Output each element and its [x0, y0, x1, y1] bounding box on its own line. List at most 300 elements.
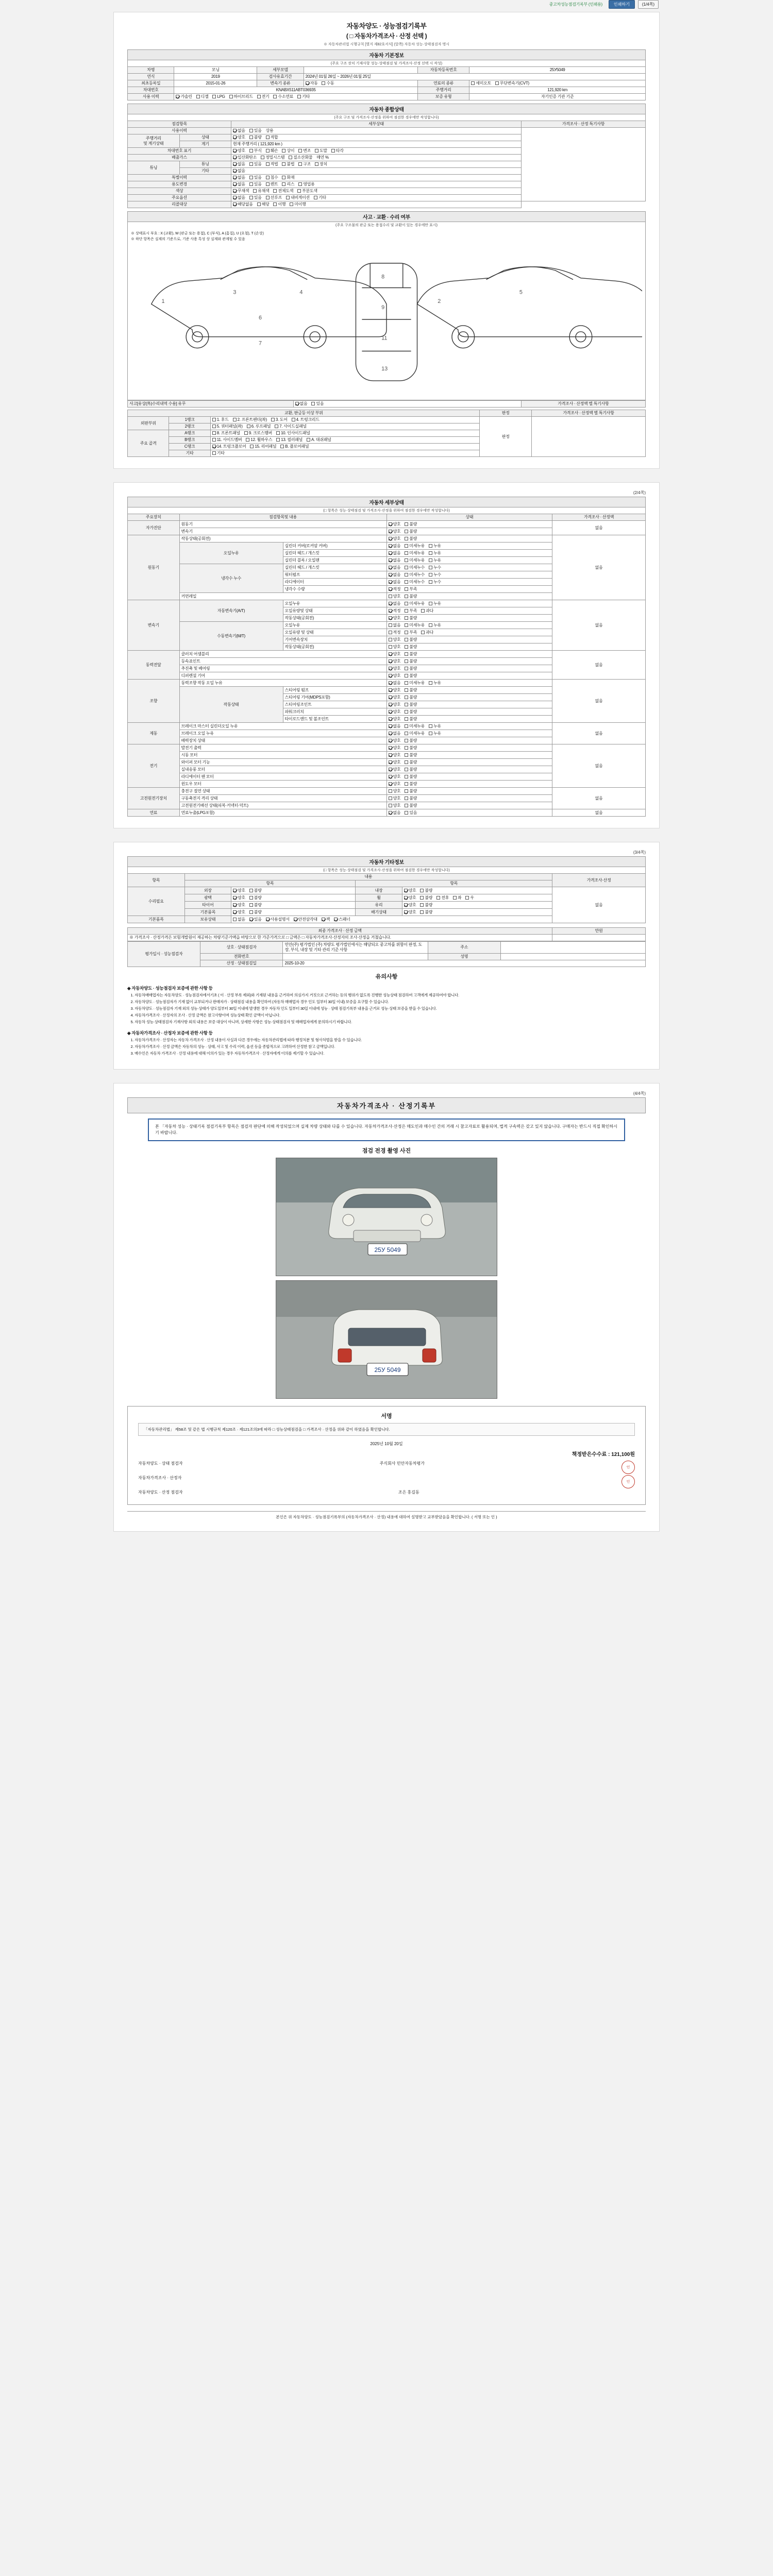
- opt-bad[interactable]: 불량: [405, 594, 417, 599]
- opt-different[interactable]: 상이: [282, 148, 294, 154]
- opt-minor[interactable]: 미세누유: [405, 551, 425, 556]
- opt-bad[interactable]: 불량: [405, 673, 417, 679]
- opt-good[interactable]: 양호: [389, 803, 401, 808]
- checkbox-icon[interactable]: [405, 804, 408, 807]
- checkbox-icon[interactable]: [275, 425, 278, 428]
- print-button[interactable]: 인쇄하기: [609, 0, 635, 9]
- checkbox-icon[interactable]: [404, 910, 408, 914]
- opt-wheel-house[interactable]: 12. 휠하우스: [246, 437, 272, 443]
- opt-good[interactable]: 양호: [233, 910, 245, 915]
- opt-good[interactable]: 양호: [233, 903, 245, 908]
- checkbox-icon[interactable]: [389, 753, 392, 757]
- checkbox-icon[interactable]: [389, 710, 392, 714]
- checkbox-icon[interactable]: [249, 135, 253, 139]
- checkbox-icon[interactable]: [233, 169, 237, 173]
- checkbox-icon[interactable]: [405, 537, 408, 540]
- checkbox-icon[interactable]: [249, 918, 253, 921]
- opt-rent[interactable]: 렌트: [266, 182, 278, 187]
- checkbox-icon[interactable]: [286, 196, 290, 199]
- opt-good[interactable]: 양호: [389, 659, 401, 664]
- checkbox-icon[interactable]: [453, 896, 457, 900]
- opt-lease[interactable]: 리스: [282, 182, 294, 187]
- checkbox-icon[interactable]: [276, 431, 280, 435]
- checkbox-icon[interactable]: [266, 149, 270, 152]
- opt-good[interactable]: 양호: [389, 782, 401, 787]
- checkbox-icon[interactable]: [405, 573, 408, 577]
- checkbox-icon[interactable]: [196, 95, 200, 98]
- checkbox-icon[interactable]: [212, 418, 216, 421]
- opt-good[interactable]: 양호: [389, 774, 401, 779]
- checkbox-icon[interactable]: [271, 418, 275, 421]
- checkbox-icon[interactable]: [289, 156, 292, 159]
- checkbox-icon[interactable]: [389, 551, 392, 555]
- opt-fuel-hybrid[interactable]: 하이브리드: [229, 94, 253, 99]
- opt-none[interactable]: 없음: [233, 195, 245, 200]
- checkbox-icon[interactable]: [389, 796, 392, 800]
- checkbox-icon[interactable]: [495, 81, 499, 85]
- opt-good[interactable]: 양호: [404, 903, 416, 908]
- checkbox-icon[interactable]: [290, 202, 293, 206]
- checkbox-icon[interactable]: [389, 631, 392, 634]
- checkbox-icon[interactable]: [212, 95, 216, 98]
- checkbox-icon[interactable]: [405, 544, 408, 548]
- opt-bad[interactable]: 불량: [405, 688, 417, 693]
- checkbox-icon[interactable]: [420, 910, 424, 914]
- opt-none[interactable]: 없음: [233, 162, 245, 167]
- opt-fuel-diesel[interactable]: 디젤: [196, 94, 209, 99]
- checkbox-icon[interactable]: [249, 149, 253, 152]
- opt-minor[interactable]: 미세누유: [405, 601, 425, 606]
- checkbox-icon[interactable]: [389, 616, 392, 620]
- opt-good[interactable]: 양호: [389, 760, 401, 765]
- checkbox-icon[interactable]: [273, 189, 277, 193]
- checkbox-icon[interactable]: [405, 638, 408, 641]
- opt-leak[interactable]: 누유: [429, 551, 441, 556]
- checkbox-icon[interactable]: [315, 162, 318, 166]
- opt-trunk-lid[interactable]: 4. 트렁크리드: [292, 417, 320, 422]
- checkbox-icon[interactable]: [405, 530, 408, 533]
- checkbox-icon[interactable]: [276, 438, 280, 442]
- opt-good[interactable]: 양호: [404, 910, 416, 915]
- checkbox-icon[interactable]: [233, 918, 237, 921]
- checkbox-icon[interactable]: [233, 189, 237, 193]
- checkbox-icon[interactable]: [405, 696, 408, 699]
- checkbox-icon[interactable]: [212, 451, 216, 455]
- checkbox-icon[interactable]: [429, 573, 432, 577]
- opt-good[interactable]: 양호: [389, 529, 401, 534]
- checkbox-icon[interactable]: [389, 775, 392, 778]
- checkbox-icon[interactable]: [389, 739, 392, 742]
- opt-bad[interactable]: 불량: [405, 789, 417, 794]
- opt-front-panel[interactable]: 8. 프론트패널: [212, 431, 240, 436]
- opt-partpaint[interactable]: 부분도색: [297, 189, 317, 194]
- opt-leak[interactable]: 누유: [429, 601, 441, 606]
- opt-hood[interactable]: 1. 후드: [212, 417, 229, 422]
- opt-leak[interactable]: 누수: [429, 580, 441, 585]
- opt-flood[interactable]: 침수: [266, 175, 278, 180]
- checkbox-icon[interactable]: [405, 789, 408, 793]
- checkbox-icon[interactable]: [266, 918, 270, 921]
- opt-yes[interactable]: 있음: [311, 401, 324, 406]
- opt-minor[interactable]: 미세누수: [405, 580, 425, 585]
- opt-jack[interactable]: 잭: [322, 917, 330, 922]
- checkbox-icon[interactable]: [389, 804, 392, 807]
- checkbox-icon[interactable]: [389, 602, 392, 605]
- checkbox-icon[interactable]: [421, 631, 425, 634]
- checkbox-icon[interactable]: [389, 645, 392, 649]
- checkbox-icon[interactable]: [233, 196, 237, 199]
- checkbox-icon[interactable]: [249, 889, 253, 892]
- checkbox-icon[interactable]: [212, 445, 216, 448]
- opt-fullpaint[interactable]: 전체도색: [273, 189, 293, 194]
- checkbox-icon[interactable]: [282, 162, 285, 166]
- opt-minor[interactable]: 미세누수: [405, 572, 425, 578]
- opt-none[interactable]: 없음: [389, 601, 401, 606]
- opt-good[interactable]: 양호: [389, 767, 401, 772]
- checkbox-icon[interactable]: [273, 95, 277, 98]
- opt-fuel-gasoline[interactable]: 가솔린: [176, 94, 192, 99]
- opt-side-sill[interactable]: 7. 사이드실패널: [275, 424, 307, 429]
- opt-bad[interactable]: 불량: [405, 616, 417, 621]
- opt-minor[interactable]: 미세누유: [405, 731, 425, 736]
- opt-yes[interactable]: 있음: [405, 810, 417, 816]
- opt-bad[interactable]: 불량: [249, 895, 262, 901]
- checkbox-icon[interactable]: [249, 896, 253, 900]
- checkbox-icon[interactable]: [405, 688, 408, 692]
- opt-right[interactable]: 우: [465, 895, 474, 901]
- checkbox-icon[interactable]: [266, 176, 270, 179]
- opt-leak[interactable]: 누유: [429, 544, 441, 549]
- checkbox-icon[interactable]: [292, 418, 295, 421]
- checkbox-icon[interactable]: [405, 645, 408, 649]
- opt-dash-panel[interactable]: A. 대쉬패널: [307, 437, 331, 443]
- opt-bad[interactable]: 불량: [405, 774, 417, 779]
- opt-manual[interactable]: 수동: [322, 81, 334, 86]
- checkbox-icon[interactable]: [405, 739, 408, 742]
- opt-good[interactable]: 양호: [389, 652, 401, 657]
- opt-co[interactable]: 일산화탄소: [233, 155, 257, 160]
- checkbox-icon[interactable]: [282, 176, 285, 179]
- opt-minor[interactable]: 미세누유: [405, 623, 425, 628]
- opt-bad[interactable]: 불량: [405, 717, 417, 722]
- opt-bad[interactable]: 불량: [249, 910, 262, 915]
- opt-minor[interactable]: 미세누수: [405, 565, 425, 570]
- checkbox-icon[interactable]: [212, 431, 216, 435]
- checkbox-icon[interactable]: [429, 681, 432, 685]
- opt-leak[interactable]: 누유: [429, 558, 441, 563]
- checkbox-icon[interactable]: [405, 796, 408, 800]
- checkbox-icon[interactable]: [405, 782, 408, 786]
- opt-good[interactable]: 양호: [389, 536, 401, 541]
- opt-good[interactable]: 양호: [404, 888, 416, 893]
- checkbox-icon[interactable]: [405, 760, 408, 764]
- checkbox-icon[interactable]: [389, 659, 392, 663]
- opt-na[interactable]: 해당없음: [233, 202, 253, 207]
- opt-done[interactable]: 이행: [273, 202, 285, 207]
- checkbox-icon[interactable]: [404, 889, 408, 892]
- checkbox-icon[interactable]: [322, 81, 325, 85]
- checkbox-icon[interactable]: [405, 609, 408, 613]
- opt-good[interactable]: 양호: [389, 522, 401, 527]
- checkbox-icon[interactable]: [314, 196, 317, 199]
- checkbox-icon[interactable]: [429, 623, 432, 627]
- opt-bad[interactable]: 불량: [405, 695, 417, 700]
- checkbox-icon[interactable]: [389, 587, 392, 591]
- checkbox-icon[interactable]: [389, 530, 392, 533]
- opt-bad[interactable]: 불량: [405, 536, 417, 541]
- opt-minor[interactable]: 미세누유: [405, 681, 425, 686]
- opt-applicable[interactable]: 해당: [257, 202, 270, 207]
- checkbox-icon[interactable]: [233, 176, 237, 179]
- checkbox-icon[interactable]: [405, 522, 408, 526]
- checkbox-icon[interactable]: [389, 811, 392, 815]
- checkbox-icon[interactable]: [389, 696, 392, 699]
- opt-yes[interactable]: 있음: [249, 182, 262, 187]
- opt-bad[interactable]: 불량: [405, 782, 417, 787]
- opt-bad[interactable]: 불량: [405, 796, 417, 801]
- opt-excess[interactable]: 과다: [421, 630, 433, 635]
- opt-pillar-panel[interactable]: 13. 필러패널: [276, 437, 303, 443]
- checkbox-icon[interactable]: [429, 732, 432, 735]
- opt-floor-panel[interactable]: B. 플로어패널: [280, 444, 309, 449]
- checkbox-icon[interactable]: [295, 402, 299, 405]
- checkbox-icon[interactable]: [307, 438, 310, 442]
- checkbox-icon[interactable]: [233, 156, 237, 159]
- checkbox-icon[interactable]: [389, 746, 392, 750]
- checkbox-icon[interactable]: [405, 587, 408, 591]
- checkbox-icon[interactable]: [298, 149, 302, 152]
- checkbox-icon[interactable]: [405, 652, 408, 656]
- opt-fuel-etc[interactable]: 기타: [297, 94, 310, 99]
- opt-bad[interactable]: 불량: [420, 888, 432, 893]
- checkbox-icon[interactable]: [405, 674, 408, 677]
- opt-spanner[interactable]: 스패너: [334, 917, 350, 922]
- checkbox-icon[interactable]: [257, 95, 261, 98]
- opt-none[interactable]: 없음: [389, 565, 401, 570]
- opt-fit[interactable]: 적합: [266, 135, 278, 140]
- opt-auto[interactable]: 자동: [306, 81, 318, 86]
- opt-none[interactable]: 없음: [233, 128, 245, 133]
- opt-adequate[interactable]: 적정: [389, 587, 401, 592]
- opt-good[interactable]: 양호: [389, 666, 401, 671]
- opt-bad[interactable]: 불량: [405, 803, 417, 808]
- opt-good[interactable]: 양호: [389, 702, 401, 707]
- opt-yes[interactable]: 있음: [249, 162, 262, 167]
- opt-good[interactable]: 양호: [233, 895, 245, 901]
- checkbox-icon[interactable]: [405, 566, 408, 569]
- checkbox-icon[interactable]: [249, 196, 253, 199]
- checkbox-icon[interactable]: [405, 775, 408, 778]
- opt-adequate[interactable]: 적정: [389, 608, 401, 614]
- opt-stamped[interactable]: 타각: [331, 148, 344, 154]
- checkbox-icon[interactable]: [429, 544, 432, 548]
- checkbox-icon[interactable]: [233, 896, 237, 900]
- opt-none[interactable]: 없음: [233, 175, 245, 180]
- checkbox-icon[interactable]: [405, 580, 408, 584]
- opt-yes[interactable]: 있음: [249, 195, 262, 200]
- opt-good[interactable]: 양호: [389, 709, 401, 715]
- checkbox-icon[interactable]: [405, 659, 408, 663]
- opt-trunk-floor[interactable]: 14. 트렁크플로어: [212, 444, 246, 449]
- checkbox-icon[interactable]: [297, 189, 301, 193]
- checkbox-icon[interactable]: [405, 717, 408, 721]
- checkbox-icon[interactable]: [282, 182, 285, 186]
- checkbox-icon[interactable]: [389, 667, 392, 670]
- opt-leak[interactable]: 누수: [429, 565, 441, 570]
- checkbox-icon[interactable]: [266, 196, 270, 199]
- opt-bad[interactable]: 불량: [405, 753, 417, 758]
- checkbox-icon[interactable]: [246, 438, 249, 442]
- opt-side-member[interactable]: 11. 사이드멤버: [212, 437, 242, 443]
- checkbox-icon[interactable]: [212, 425, 216, 428]
- checkbox-icon[interactable]: [429, 580, 432, 584]
- checkbox-icon[interactable]: [250, 445, 254, 448]
- checkbox-icon[interactable]: [389, 623, 392, 627]
- checkbox-icon[interactable]: [334, 918, 338, 921]
- opt-none[interactable]: 없음: [233, 168, 245, 174]
- opt-good[interactable]: 양호: [389, 637, 401, 642]
- opt-painted[interactable]: 도말: [315, 148, 327, 154]
- opt-none[interactable]: 없음: [233, 917, 245, 922]
- checkbox-icon[interactable]: [389, 595, 392, 598]
- checkbox-icon[interactable]: [389, 782, 392, 786]
- opt-cvt[interactable]: 무단변속기(CVT): [495, 81, 529, 86]
- checkbox-icon[interactable]: [405, 667, 408, 670]
- checkbox-icon[interactable]: [405, 595, 408, 598]
- checkbox-icon[interactable]: [405, 681, 408, 685]
- opt-altered[interactable]: 변조: [298, 148, 311, 154]
- checkbox-icon[interactable]: [405, 724, 408, 728]
- checkbox-icon[interactable]: [298, 162, 302, 166]
- checkbox-icon[interactable]: [389, 544, 392, 548]
- checkbox-icon[interactable]: [389, 703, 392, 706]
- opt-triangle[interactable]: 안전삼각대: [294, 917, 317, 922]
- opt-adequate[interactable]: 적정: [389, 630, 401, 635]
- opt-bad[interactable]: 불량: [405, 659, 417, 664]
- opt-bad[interactable]: 불량: [249, 888, 262, 893]
- opt-navigation[interactable]: 내비게이션: [286, 195, 310, 200]
- checkbox-icon[interactable]: [273, 202, 277, 206]
- opt-bad[interactable]: 불량: [405, 702, 417, 707]
- checkbox-icon[interactable]: [389, 573, 392, 577]
- checkbox-icon[interactable]: [282, 149, 285, 152]
- checkbox-icon[interactable]: [389, 522, 392, 526]
- opt-good[interactable]: 양호: [389, 673, 401, 679]
- opt-minor[interactable]: 미세누유: [405, 724, 425, 729]
- checkbox-icon[interactable]: [389, 732, 392, 735]
- checkbox-icon[interactable]: [389, 566, 392, 569]
- opt-fuel-lpg[interactable]: LPG: [212, 94, 225, 99]
- opt-notdone[interactable]: 미이행: [290, 202, 306, 207]
- checkbox-icon[interactable]: [176, 95, 179, 98]
- opt-bad[interactable]: 불량: [405, 709, 417, 715]
- opt-etc[interactable]: 기타: [212, 451, 225, 456]
- checkbox-icon[interactable]: [471, 81, 475, 85]
- checkbox-icon[interactable]: [389, 768, 392, 771]
- checkbox-icon[interactable]: [280, 445, 284, 448]
- opt-device[interactable]: 장치: [315, 162, 327, 167]
- opt-good[interactable]: 양호: [233, 148, 245, 154]
- checkbox-icon[interactable]: [233, 202, 237, 206]
- opt-leak[interactable]: 누유: [429, 623, 441, 628]
- checkbox-icon[interactable]: [389, 674, 392, 677]
- checkbox-icon[interactable]: [212, 438, 216, 442]
- opt-semiauto[interactable]: 세미오토: [471, 81, 491, 86]
- checkbox-icon[interactable]: [233, 889, 237, 892]
- opt-none[interactable]: 없음: [389, 572, 401, 578]
- opt-leak[interactable]: 누수: [429, 572, 441, 578]
- checkbox-icon[interactable]: [389, 558, 392, 562]
- opt-good[interactable]: 양호: [404, 895, 416, 901]
- opt-manual[interactable]: 사용설명서: [266, 917, 290, 922]
- checkbox-icon[interactable]: [249, 182, 253, 186]
- checkbox-icon[interactable]: [421, 609, 425, 613]
- opt-excess[interactable]: 과다: [421, 608, 433, 614]
- checkbox-icon[interactable]: [244, 431, 248, 435]
- opt-achromatic[interactable]: 무채색: [233, 189, 249, 194]
- checkbox-icon[interactable]: [389, 609, 392, 613]
- opt-good[interactable]: 양호: [389, 738, 401, 743]
- checkbox-icon[interactable]: [429, 724, 432, 728]
- checkbox-icon[interactable]: [322, 918, 325, 921]
- opt-minor[interactable]: 미세누유: [405, 558, 425, 563]
- opt-none[interactable]: 없음: [389, 724, 401, 729]
- opt-bad[interactable]: 불량: [405, 637, 417, 642]
- checkbox-icon[interactable]: [405, 703, 408, 706]
- opt-structure[interactable]: 구조: [298, 162, 311, 167]
- opt-good[interactable]: 양호: [389, 594, 401, 599]
- checkbox-icon[interactable]: [233, 418, 237, 421]
- checkbox-icon[interactable]: [257, 202, 261, 206]
- opt-none[interactable]: 없음: [233, 182, 245, 187]
- checkbox-icon[interactable]: [298, 182, 302, 186]
- opt-low[interactable]: 부족: [405, 587, 417, 592]
- opt-chromatic[interactable]: 유채색: [253, 189, 269, 194]
- opt-none[interactable]: 없음: [389, 551, 401, 556]
- opt-good[interactable]: 양호: [389, 695, 401, 700]
- checkbox-icon[interactable]: [266, 135, 270, 139]
- checkbox-icon[interactable]: [429, 566, 432, 569]
- checkbox-icon[interactable]: [297, 95, 301, 98]
- checkbox-icon[interactable]: [315, 149, 318, 152]
- opt-leak[interactable]: 누유: [429, 681, 441, 686]
- opt-none[interactable]: 없음: [295, 401, 308, 406]
- opt-yes[interactable]: 있음: [249, 175, 262, 180]
- checkbox-icon[interactable]: [405, 616, 408, 620]
- checkbox-icon[interactable]: [405, 551, 408, 555]
- checkbox-icon[interactable]: [233, 135, 237, 139]
- opt-bad[interactable]: 불량: [249, 903, 262, 908]
- opt-none[interactable]: 없음: [389, 681, 401, 686]
- checkbox-icon[interactable]: [389, 537, 392, 540]
- checkbox-icon[interactable]: [294, 918, 297, 921]
- opt-bad[interactable]: 불량: [420, 903, 432, 908]
- checkbox-icon[interactable]: [233, 149, 237, 152]
- opt-bad[interactable]: 불량: [405, 522, 417, 527]
- checkbox-icon[interactable]: [420, 889, 424, 892]
- opt-corrosion[interactable]: 부식: [249, 148, 262, 154]
- opt-bad[interactable]: 불량: [405, 529, 417, 534]
- checkbox-icon[interactable]: [233, 162, 237, 166]
- checkbox-icon[interactable]: [436, 896, 440, 900]
- opt-bad[interactable]: 불량: [405, 738, 417, 743]
- checkbox-icon[interactable]: [249, 910, 253, 914]
- opt-bad[interactable]: 불량: [405, 666, 417, 671]
- opt-leak[interactable]: 누유: [429, 724, 441, 729]
- opt-inside-panel[interactable]: 10. 인사이드패널: [276, 431, 310, 436]
- checkbox-icon[interactable]: [233, 910, 237, 914]
- checkbox-icon[interactable]: [389, 652, 392, 656]
